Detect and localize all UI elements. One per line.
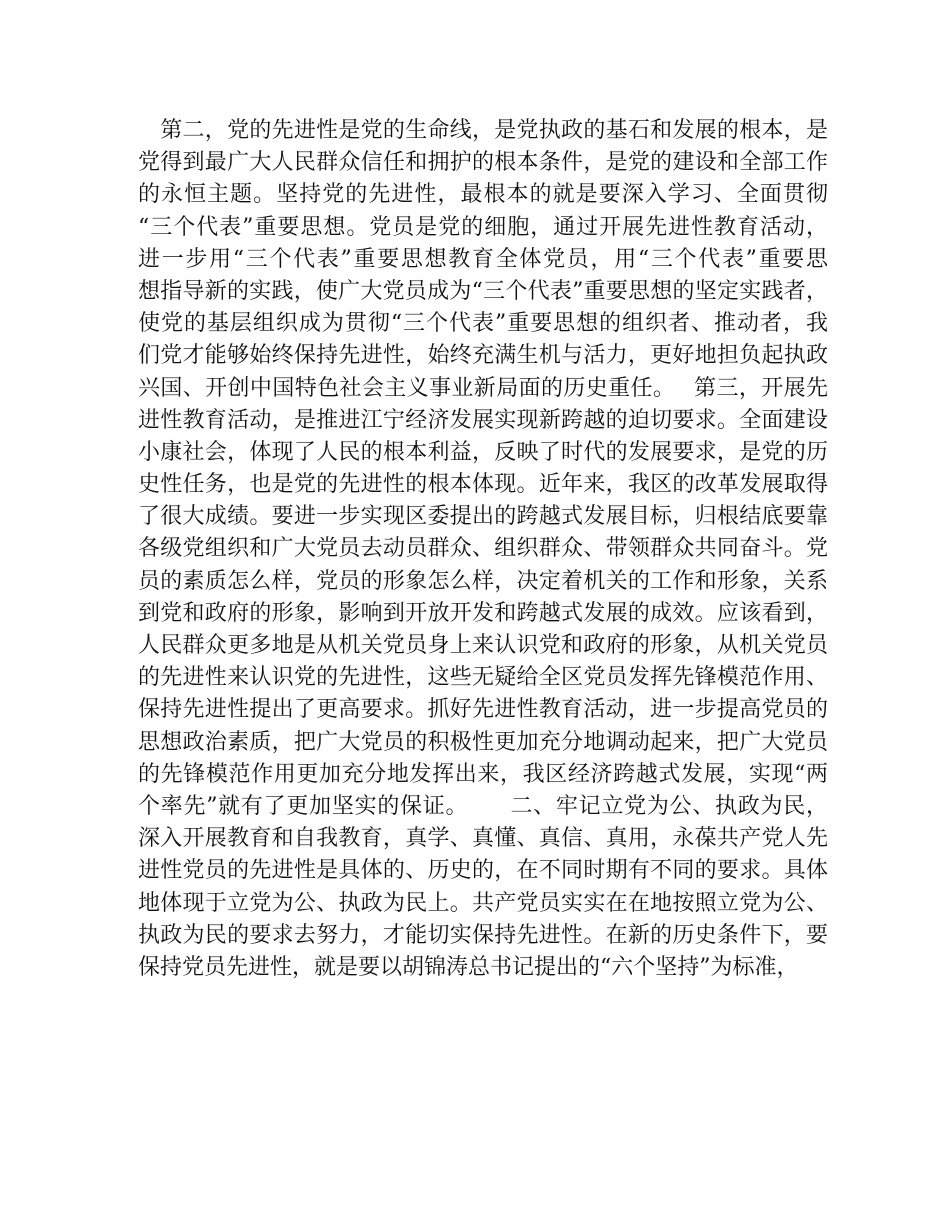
text-line: 到党和政府的形象，影响到开放开发和跨越式发展的成效。应该看到， [138, 600, 828, 626]
text-line: 第二，党的先进性是党的生命线，是党执政的基石和发展的根本，是 [138, 118, 828, 143]
text-line: 地体现于立党为公、执政为民上。共产党员实实在在地按照立党为公、 [138, 890, 828, 916]
text-line: 史性任务，也是党的先进性的根本体现。近年来，我区的改革发展取得 [138, 472, 828, 498]
text-line: 个率先”就有了更加坚实的保证。 二、牢记立党为公、执政为民， [138, 793, 828, 819]
text-line: “三个代表”重要思想。党员是党的细胞，通过开展先进性教育活动， [138, 214, 828, 240]
text-line: 保持先进性提出了更高要求。抓好先进性教育活动，进一步提高党员的 [138, 697, 828, 723]
text-line: 的先锋模范作用更加充分地发挥出来，我区经济跨越式发展，实现“两 [138, 761, 828, 787]
text-line: 了很大成绩。要进一步实现区委提出的跨越式发展目标，归根结底要靠 [138, 504, 828, 530]
text-line: 人民群众更多地是从机关党员身上来认识党和政府的形象，从机关党员 [138, 633, 828, 658]
text-line: 小康社会，体现了人民的根本利益，反映了时代的发展要求，是党的历 [138, 439, 828, 465]
body-text [138, 115, 828, 984]
text-line: 的先进性来认识党的先进性，这些无疑给全区党员发挥先锋模范作用、 [138, 665, 828, 691]
text-line: 兴国、开创中国特色社会主义事业新局面的历史重任。 第三，开展先 [138, 375, 828, 401]
text-line: 们党才能够始终保持先进性，始终充满生机与活力，更好地担负起执政 [138, 343, 828, 369]
text-line: 进一步用“三个代表”重要思想教育全体党员，用“三个代表”重要思 [138, 246, 828, 272]
text-line: 党得到最广大人民群众信任和拥护的根本条件，是党的建设和全部工作 [138, 150, 828, 176]
text-line: 执政为民的要求去努力，才能切实保持先进性。在新的历史条件下，要 [138, 922, 828, 948]
text-line: 保持党员先进性，就是要以胡锦涛总书记提出的“六个坚持”为标准， [138, 954, 799, 980]
text-line: 想指导新的实践，使广大党员成为“三个代表”重要思想的坚定实践者， [138, 278, 828, 304]
text-line: 使党的基层组织成为贯彻“三个代表”重要思想的组织者、推动者，我 [138, 311, 828, 337]
text-line: 深入开展教育和自我教育，真学、真懂、真信、真用，永葆共产党人先 [138, 826, 828, 852]
text-line: 进性教育活动，是推进江宁经济发展实现新跨越的迫切要求。全面建设 [138, 407, 828, 433]
text-line: 员的素质怎么样，党员的形象怎么样，决定着机关的工作和形象，关系 [138, 568, 828, 594]
text-line: 各级党组织和广大党员去动员群众、组织群众、带领群众共同奋斗。党 [138, 536, 828, 562]
text-line: 思想政治素质，把广大党员的积极性更加充分地调动起来，把广大党员 [138, 729, 828, 755]
text-line: 进性党员的先进性是具体的、历史的，在不同时期有不同的要求。具体 [138, 858, 828, 884]
text-line: 的永恒主题。坚持党的先进性，最根本的就是要深入学习、全面贯彻 [138, 182, 828, 208]
